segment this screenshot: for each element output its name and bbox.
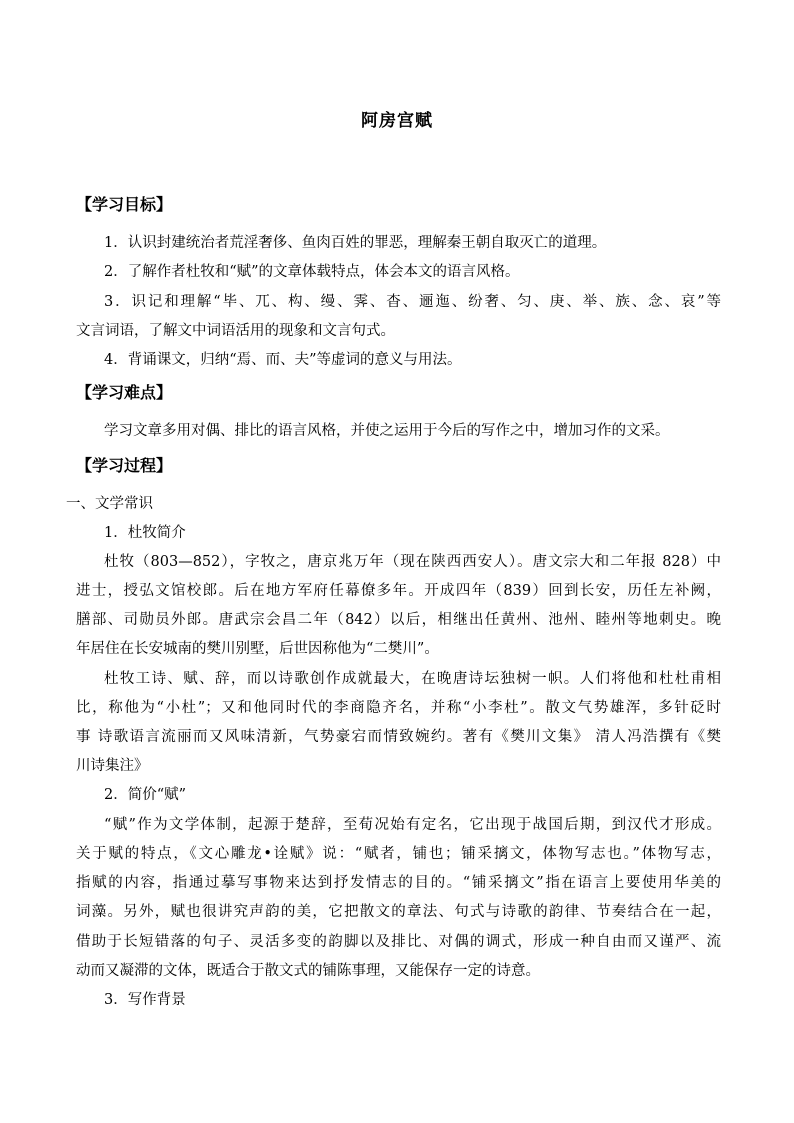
paragraph-line: 事 诗歌语言流丽而又风味清新，气势豪宕而情致婉约。著有《樊川文集》 清人冯浩撰有《樊 bbox=[76, 729, 721, 745]
goal-item: 3．识记和理解“毕、兀、构、缦、霁、杳、逦迤、纷奢、匀、庚、举、族、念、哀”等 bbox=[104, 294, 721, 310]
paragraph-line: 比，称他为“小杜”；又和他同时代的李商隐齐名，并称“小李杜”。散文气势雄浑，多针砭时 bbox=[76, 700, 721, 716]
paragraph-line: 年居住在长安城南的樊川别墅，后世因称他为“二樊川”。 bbox=[76, 641, 439, 657]
paragraph-line: 词藻。另外，赋也很讲究声韵的美，它把散文的章法、句式与诗歌的韵律、节奏结合在一起， bbox=[76, 904, 721, 920]
goal-item: 4．背诵课文，归纳“焉、而、夫”等虚词的意义与用法。 bbox=[104, 352, 462, 368]
paragraph-line: 进士，授弘文馆校郎。后在地方军府任幕僚多年。开成四年（839）回到长安，历任左补阙， bbox=[76, 583, 721, 599]
paragraph-line: 杜牧（803—852），字牧之，唐京兆万年（现在陕西西安人）。唐文宗大和二年报 828）中 bbox=[104, 554, 721, 570]
heading-learning-difficulty: 【学习难点】 bbox=[76, 383, 173, 402]
paragraph-line: 指赋的内容，指通过摹写事物来达到抒发情志的目的。“铺采摛文”指在语言上要使用华美的 bbox=[76, 875, 721, 891]
heading-learning-process: 【学习过程】 bbox=[76, 456, 173, 475]
goal-item-continuation: 文言词语，了解文中词语活用的现象和文言句式。 bbox=[76, 323, 395, 339]
subsection-title: 2．简价“赋” bbox=[104, 787, 187, 803]
paragraph-line: 川诗集注》 bbox=[76, 758, 149, 774]
subsection-title: 3．写作背景 bbox=[104, 992, 186, 1008]
goal-item: 2．了解作者杜牧和“赋”的文章体载特点，体会本文的语言风格。 bbox=[104, 264, 520, 280]
section-title: 一、文学常识 bbox=[66, 496, 153, 512]
paragraph-line: 关于赋的特点，《文心雕龙•诠赋》说：“赋者，铺也；铺采摛文，体物写志也。”体物写志， bbox=[76, 846, 721, 862]
paragraph-line: 借助于长短错落的句子、灵活多变的韵脚以及排比、对偶的调式，形成一种自由而又谨严、流 bbox=[76, 934, 721, 950]
paragraph-line: 杜牧工诗、赋、辞，而以诗歌创作成就最大，在晚唐诗坛独树一帜。人们将他和杜杜甫相 bbox=[104, 671, 721, 687]
heading-learning-goals: 【学习目标】 bbox=[76, 195, 173, 214]
paragraph-line: 膳部、司勋员外郎。唐武宗会昌二年（842）以后，相继出任黄州、池州、睦州等地刺史。晚 bbox=[76, 612, 721, 628]
difficulty-text: 学习文章多用对偶、排比的语言风格，并使之运用于今后的写作之中，增加习作的文采。 bbox=[104, 423, 670, 439]
paragraph-line: 动而又凝滞的文体，既适合于散文式的铺陈事理，又能保存一定的诗意。 bbox=[76, 963, 540, 979]
paragraph-line: “赋”作为文学体制，起源于楚辞，至荀况始有定名，它出现于战国后期，到汉代才形成。 bbox=[104, 817, 721, 833]
subsection-title: 1．杜牧简介 bbox=[104, 525, 186, 541]
document-title: 阿房宫赋 bbox=[361, 111, 433, 131]
goal-item: 1．认识封建统治者荒淫奢侈、鱼肉百姓的罪恶，理解秦王朝自取灭亡的道理。 bbox=[104, 235, 607, 251]
